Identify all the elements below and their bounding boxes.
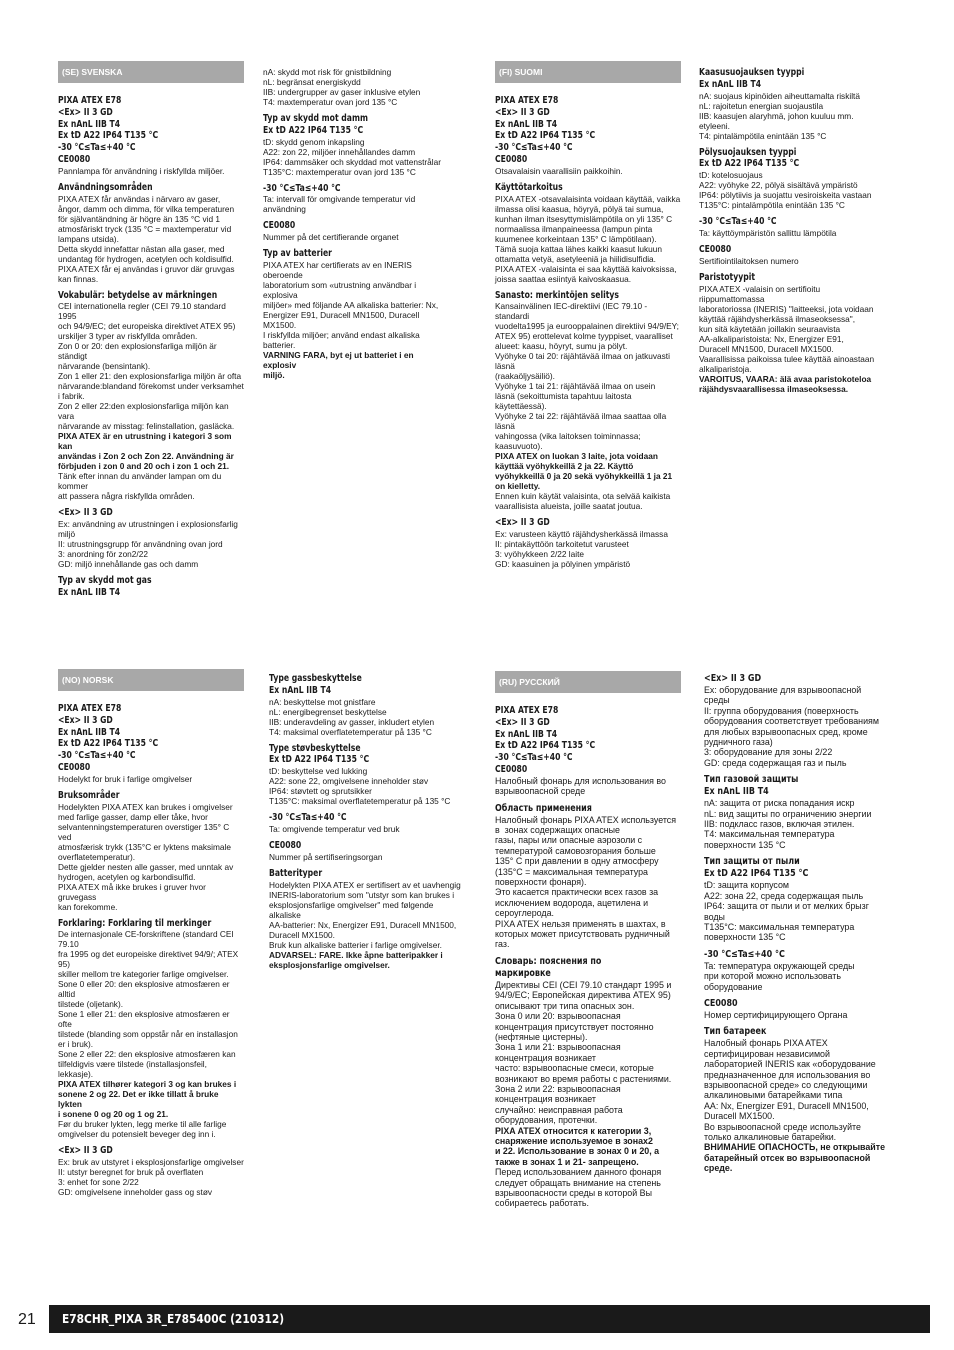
batteries-text: PIXA ATEX -valaisin on sertifioitu riippumattomassa laboratoriossa (INERIS) "laitteeksi, jota voidaan käyttää räjähdysherkässä ilmaseoksessa", kun sitä käytetään joillakin seuraavista AA-alkaliparistoista: Nx, Energizer E91, Duracell MN1500, Duracell MX1500. Vaarallisissa paikoissa tulee käyttää ainoastaan alkaliparistoja. bbox=[699, 283, 875, 374]
ex-marking-text: Ex: bruk av utstyret i eksplosjonsfarlige omgivelser II: utstyr beregnet for bruk på overflaten 3: enhet for sone 2/22 GD: omgivelsene inneholder gass og støv bbox=[58, 1157, 244, 1198]
ex-marking-text: Ex: användning av utrustningen i explosionsfarlig miljö II: utrustningsgrupp för användning ovan jord 3: anordning för zon2/22 GD: miljö innehållande gas och damm bbox=[58, 519, 238, 570]
batteries-warning: ВНИМАНИЕ ОПАСНОСТЬ, не открывайте батарейный отсек во взрывоопасной среде. bbox=[704, 1142, 886, 1174]
heading-ce: CE0080 bbox=[263, 220, 296, 232]
usage-text: PIXA ATEX -otsavalaisinta voidaan käyttää, vaikka ilmassa olisi kaasua, höyryä, pölyä tai sumua, kunhan ilman itsesyttymislämpötila on yli 135° C normaalissa ilmanpaineessa (lampun pinta kuumenee korkeintaan 135° C lämpötilaan). Tämä suoja kattaa lähes kaikki kaasut lukuun ottamatta vetyä, asetyleeniä ja hiilidisulfidia. PIXA ATEX -valaisinta ei saa käyttää kaivoksissa, joissa saattaa esiintyä kaivoskaasua. bbox=[495, 193, 681, 284]
heading-vocabulary: Forklaring: Forklaring til merkinger bbox=[58, 917, 212, 929]
heading-ce: CE0080 bbox=[269, 839, 302, 851]
heading-usage: Bruksområder bbox=[58, 789, 120, 801]
heading-ex-marking: <Ex> II 3 GD bbox=[58, 507, 113, 519]
heading-gas-protection: Type gassbeskyttelse Ex nAnL IIB T4 bbox=[269, 673, 362, 696]
language-header-suomi: (FI) SUOMI bbox=[495, 61, 681, 83]
temperature-text: Ta: температура окружающей среды при которой можно использовать оборудование bbox=[704, 960, 855, 992]
vocabulary-text: CEI internationella regler (CEI 79.10 standard 1995 och 94/9/EC; det europeiska direktivet ATEX 95) urskiljer 3 typer av riskfyllda områden. Zon 0 or 20: den explosionsfarliga miljön är ständigt närvarande (bensintank). Zon 1 eller 21: den explosionsfarliga miljön är ofta närvarande:blandand förekomst under verksamhet i fabrik. Zon 2 eller 22:den explosionsfarliga miljön kan vara närvarande av misstag: felinstallation, gasläcka. bbox=[58, 301, 244, 432]
usage-text: Налобный фонарь PIXA ATEX используется в зонах содержащих опасные газы, пары или опасные аэрозоли с температурой самовозгорания больше 135° С при давлении в одну атмосферу (135°С = максимальная температура поверхности фонаря). Это касается практически всех газов за исключением водорода, ацетилена и сероуглерода. PIXA ATEX нельзя применять в шахтах, в которых может присутствовать рудничный газ. bbox=[495, 814, 677, 950]
dust-protection-text: tD: kotelosuojaus A22: vyöhyke 22, pölyä sisältävä ympäristö IP64: pölytiivis ja suojattu vesiroiskeita vastaan T135°C: pintalämpötila enintään 135 °C bbox=[699, 170, 872, 211]
heading-vocabulary: Словарь: пояснения по маркировке bbox=[495, 955, 602, 979]
heading-usage: Область применения bbox=[495, 802, 592, 814]
heading-vocabulary: Vokabulär: betydelse av märkningen bbox=[58, 289, 218, 301]
gas-protection-text: nA: beskyttelse mot gnistfare nL: energibegrenset beskyttelse IIB: underavdeling av gasser, inkludert etylen T4: maksimal overflatetemperatur på 135 °C bbox=[269, 696, 435, 737]
dust-protection-text: tD: beskyttelse ved lukking A22: sone 22, omgivelsene inneholder støv IP64: støvtett og sprutsikker T135°C: maksimal overflatetemperatur på 135 °C bbox=[269, 766, 451, 807]
heading-batteries: Typ av batterier bbox=[263, 248, 332, 260]
product-marking: PIXA ATEX E78 <Ex> II 3 GD Ex nAnL IIB T4 Ex tD A22 IP64 T135 °C -30 °C≤Ta≤+40 °C CE0080 bbox=[58, 703, 159, 773]
ce-text: Nummer på sertifiseringsorgan bbox=[269, 851, 383, 862]
section-russian-col1 bbox=[495, 671, 681, 1209]
vocabulary-warning: PIXA ATEX är en utrustning i kategori 3 som kan användas i Zon 2 och Zon 22. Användning är förbjuden i zon 0 and 20 och i zon 1 och 21. bbox=[58, 431, 234, 472]
heading-ex-marking: <Ex> II 3 GD bbox=[495, 517, 550, 529]
ce-text: Номер сертифицирующего Органа bbox=[704, 1009, 848, 1020]
page-number: 21 bbox=[18, 1311, 36, 1328]
ex-marking-text: Ex: оборудование для взрывоопасной среды II: группа оборудования (поверхность оборудования соответствует требованиям для любых взрывоопасных сред, кроме рудничного газа) 3: оборудование для зоны 2/22 GD: среда содержащая газ и пыль bbox=[704, 685, 879, 768]
vocabulary-tail: Ennen kuin käytät valaisinta, ota selvää kaikista vaarallisista alueista, joille saatat joutua. bbox=[495, 491, 671, 512]
heading-dust-protection: Typ av skydd mot damm Ex tD A22 IP64 T135 °C bbox=[263, 113, 368, 136]
intro-text: Налобный фонарь для использования во взрывоопасной среде bbox=[495, 775, 666, 797]
heading-ce: CE0080 bbox=[704, 997, 738, 1009]
heading-gas-protection: Тип газовой защиты Ex nAnL IIB T4 bbox=[704, 774, 799, 798]
vocabulary-text: Директивы CEI (CEI 79.10 стандарт 1995 и 94/9/EC; Европейская директива ATEX 95) описывают три типа опасных зон. Зона 0 или 20: взрывоопасная концентрация присутствует постоянно (нефтяные цистерны). Зона 1 или 21: взрывоопасная концентрация возникает часто: взрывоопасные смеси, которые возникают во время работы с растениями. Зона 2 или 22: взрывоопасная концентрация возникает случайно: неисправная работа оборудования, протечки. bbox=[495, 979, 672, 1126]
heading-temperature: -30 °C≤Ta≤+40 °C bbox=[699, 216, 777, 228]
batteries-text: Hodelykten PIXA ATEX er sertifisert av et uavhengig INERIS-laboratorium som "utstyr som kan brukes i eksplosjonsfarlige omgivelser" med følgende alkaliske AA-batterier: Nx, Energizer E91, Duracell MN1500, Duracell MX1500. Bruk kun alkaliske batterier i farlige omgivelser. bbox=[269, 879, 461, 950]
intro-text: Pannlampa för användning i riskfyllda miljöer. bbox=[58, 165, 225, 176]
batteries-text: Налобный фонарь PIXA ATEX сертифицирован независимой лабораторией INERIS как «оборудование предназначенное для использования во взрывоопасной среде» со следующими алкалиновыми батарейками типа AA: Nx, Energizer E91, Duracell MN1500, Duracell MX1500. Во взрывоопасной среде используйте только алкалиновые батарейки. bbox=[704, 1038, 876, 1142]
gas-protection-text: nA: suojaus kipinöiden aiheuttamalta riskiltä nL: rajoitetun energian suojaustila IIB: kaasujen alaryhmä, johon kuuluu mm. etyleeni. T4: pintalämpötila enintään 135 °C bbox=[699, 90, 860, 141]
batteries-text: PIXA ATEX har certifierats av en INERIS oberoende laboratorium som «utrustning användbar i explosiva miljöer» med följande AA alkaliska batterier: Nx, Energizer E91, Duracell MN1500, Duracell MX1500. I riskfyllda miljöer; använd endast alkaliska batterier. bbox=[263, 259, 439, 350]
usage-text: Hodelykten PIXA ATEX kan brukes i omgivelser med farlige gasser, damp eller tåke, hvor selvantenningstemperaturen overstiger 135° C ved atmosfærisk trykk (135°C er lyktens maksimale overflatetemperatur). Dette gjelder nesten alle gasser, med unntak av hydrogen, acetylen og karbondisulfid. PIXA ATEX må ikke brukes i gruver hvor gruvegass kan forekomme. bbox=[58, 801, 234, 912]
vocabulary-warning: PIXA ATEX tilhører kategori 3 og kan brukes i sonene 2 og 22. Det er ikke tillatt å bruke lykten i sonene 0 og 20 og 1 og 21. bbox=[58, 1079, 237, 1120]
section-norsk-col1 bbox=[58, 669, 244, 1197]
section-svenska-col2 bbox=[263, 67, 449, 380]
page-footer bbox=[0, 1305, 954, 1337]
ex-marking-text: Ex: varusteen käyttö räjähdysherkässä ilmassa II: pintakäyttöön tarkoitetut varusteet 3: vyöhykkeen 2/22 laite GD: kaasuinen ja pölyinen ympäristö bbox=[495, 529, 668, 570]
heading-dust-protection: Pölysuojauksen tyyppi Ex tD A22 IP64 T135 °C bbox=[699, 146, 800, 170]
vocabulary-warning: PIXA ATEX on luokan 3 laite, jota voidaan käyttää vyöhykkeillä 2 ja 22. Käyttö vyöhykkeillä 0 ja 20 sekä vyöhykkeillä 1 ja 21 on kielletty. bbox=[495, 451, 673, 492]
batteries-warning: VAROITUS, VAARA: älä avaa paristokoteloa räjähdysvaarallisessa ilmaseoksessa. bbox=[699, 373, 872, 394]
section-norsk-col2 bbox=[269, 673, 461, 970]
heading-ce: CE0080 bbox=[699, 243, 732, 255]
vocabulary-tail: Før du bruker lykten, legg merke til alle farlige omgivelser du potensielt beveger deg inn i. bbox=[58, 1119, 227, 1140]
heading-temperature: -30 °C≤Ta≤+40 °C bbox=[269, 812, 347, 824]
section-suomi-col2 bbox=[699, 67, 885, 394]
vocabulary-tail: Перед использованием данного фонаря следует обращать внимание на степень взрывоопасности среды в которой Вы собираетесь работать. bbox=[495, 1167, 662, 1209]
heading-dust-protection: Type støvbeskyttelse Ex tD A22 IP64 T135 °C bbox=[269, 742, 370, 766]
batteries-warning: VARNING FARA, byt ej ut batteriet i en explosiv miljö. bbox=[263, 349, 414, 380]
dust-protection-text: tD: skydd genom inkapsling A22: zon 22, miljöer innehållandes damm IP64: dammsäker och skyddad mot vattenstrålar T135°C: maxtemperatur ovan jord 135 °C bbox=[263, 136, 442, 177]
intro-text: Hodelykt for bruk i farlige omgivelser bbox=[58, 773, 193, 784]
temperature-text: Ta: käyttöympäristön sallittu lämpötila bbox=[699, 227, 837, 238]
document-code: E78CHR_PIXA 3R_E785400C (210312) bbox=[62, 1311, 285, 1326]
language-header-norsk: (NO) NORSK bbox=[58, 669, 244, 691]
ce-text: Nummer på det certifierande organet bbox=[263, 232, 399, 243]
gas-protection-text: nA: skydd mot risk för gnistbildning nL: begränsat energiskydd IIB: undergrupper av gaser inklusive etylen T4: maxtemperatur ovan jord 135 °C bbox=[263, 67, 421, 107]
language-header-russian: (RU) РУССКИЙ bbox=[495, 671, 681, 693]
product-marking: PIXA ATEX E78 <Ex> II 3 GD Ex nAnL IIB T4 Ex tD A22 IP64 T135 °C -30 °C≤Ta≤+40 °C CE0080 bbox=[58, 95, 159, 165]
temperature-text: Ta: intervall för omgivande temperatur vid användning bbox=[263, 194, 416, 215]
heading-batteries: Тип батареек bbox=[704, 1026, 767, 1038]
temperature-text: Ta: omgivende temperatur ved bruk bbox=[269, 823, 400, 834]
heading-gas-protection: Kaasusuojauksen tyyppi Ex nAnL IIB T4 bbox=[699, 67, 805, 90]
heading-ex-marking: <Ex> II 3 GD bbox=[704, 673, 762, 684]
heading-gas-protection: Typ av skydd mot gas Ex nAnL IIB T4 bbox=[58, 575, 152, 598]
vocabulary-warning: PIXA ATEX относится к категории 3, снаряжение используемое в зонах2 и 22. Использование в зонах 0 и 20, а также в зонах 1 и 21- запрещено. bbox=[495, 1125, 660, 1167]
ce-text: Sertifiointilaitoksen numero bbox=[699, 255, 799, 266]
section-suomi-col1 bbox=[495, 61, 681, 569]
dust-protection-text: tD: защита корпусом A22: зона 22, среда содержащая пыль IP64: защита от пыли и от мелких брызг воды T135°C: максимальная температура поверхности 135 °С bbox=[704, 880, 869, 943]
heading-ex-marking: <Ex> II 3 GD bbox=[58, 1145, 113, 1157]
gas-protection-text: nA: защита от риска попадания искр nL: вид защиты по ограничению энергии IIB: подкласс газов, включая этилен. T4: максимальная температура поверхности 135 °С bbox=[704, 798, 872, 850]
usage-text: PIXA ATEX får användas i närvaro av gaser, ångor, damm och dimma, för vilka temperaturen för självantändning är högre än 135 °C vid 1 atmosfäriskt tryck (135 °C = maxtemperatur vid lampans utsida). Detta skydd innefattar nästan alla gaser, med undantag för hydrogen, acetylen och koldisulfid. PIXA ATEX får ej användas i gruvor där gruvgas kan finnas. bbox=[58, 193, 235, 284]
vocabulary-text: Kansainvälinen IEC-direktiivi (IEC 79.10 -standardi vuodelta1995 ja eurooppalainen direktiivi 94/9/EY; ATEX 95) erottelevat kolme tyyppiset, vaaralliset alueet: kaasu, höyryt, sumu ja pölyt. Vyöhyke 0 tai 20: räjähtävää ilmaa on jatkuvasti läsnä (raakaöljysäiliö). Vyöhyke 1 tai 21: räjähtävää ilmaa on usein läsnä (sekoittumista tapahtuu laitosta käytettäessä). Vyöhyke 2 tai 22: räjähtävää ilmaa saattaa olla läsnä vahingossa (vika laitoksen toiminnassa; kaasuvuoto). bbox=[495, 301, 679, 452]
heading-usage: Käyttötarkoitus bbox=[495, 181, 563, 193]
product-marking: PIXA ATEX E78 <Ex> II 3 GD Ex nAnL IIB T4 Ex tD A22 IP64 T135 °C -30 °C≤Ta≤+40 °C CE0080 bbox=[495, 705, 596, 775]
heading-batteries: Paristotyypit bbox=[699, 271, 755, 283]
section-svenska-col1 bbox=[58, 61, 244, 599]
heading-temperature: -30 °C≤Ta≤+40 °C bbox=[263, 182, 341, 194]
section-russian-col2 bbox=[704, 673, 900, 1174]
heading-dust-protection: Тип защиты от пыли Ex tD A22 IP64 T135 °C bbox=[704, 856, 809, 880]
batteries-warning: ADVARSEL: FARE. Ikke åpne batteripakker i eksplosjonsfarlige omgivelser. bbox=[269, 949, 443, 970]
heading-temperature: -30 °C≤Ta≤+40 °C bbox=[704, 948, 785, 960]
heading-usage: Användningsområden bbox=[58, 181, 153, 193]
product-marking: PIXA ATEX E78 <Ex> II 3 GD Ex nAnL IIB T4 Ex tD A22 IP64 T135 °C -30 °C≤Ta≤+40 °C CE0080 bbox=[495, 95, 596, 165]
heading-batteries: Batterityper bbox=[269, 867, 323, 879]
language-header-svenska: (SE) SVENSKA bbox=[58, 61, 244, 83]
vocabulary-tail: Tänk efter innan du använder lampan om du kommer att passera några riskfyllda områden. bbox=[58, 471, 222, 502]
vocabulary-text: De internasjonale CE-forskriftene (standard CEI 79.10 fra 1995 og det europeiske direktivet 94/9/; ATEX 95) skiller mellom tre kategorier farlige omgivelser. Sone 0 eller 20: den eksplosive atmosfæren er alltid tilstede (oljetank). Sone 1 eller 21: den eksplosive atmosfæren er ofte tilstede (blanding som oppstår når en installasjon er i bruk). Sone 2 eller 22: den eksplosive atmosfæren kan tilfeldigvis være tilstede (installasjonsfeil, lekkasje). bbox=[58, 929, 239, 1080]
intro-text: Otsavalaisin vaarallisiin paikkoihin. bbox=[495, 165, 623, 176]
heading-vocabulary: Sanasto: merkintöjen selitys bbox=[495, 289, 619, 301]
